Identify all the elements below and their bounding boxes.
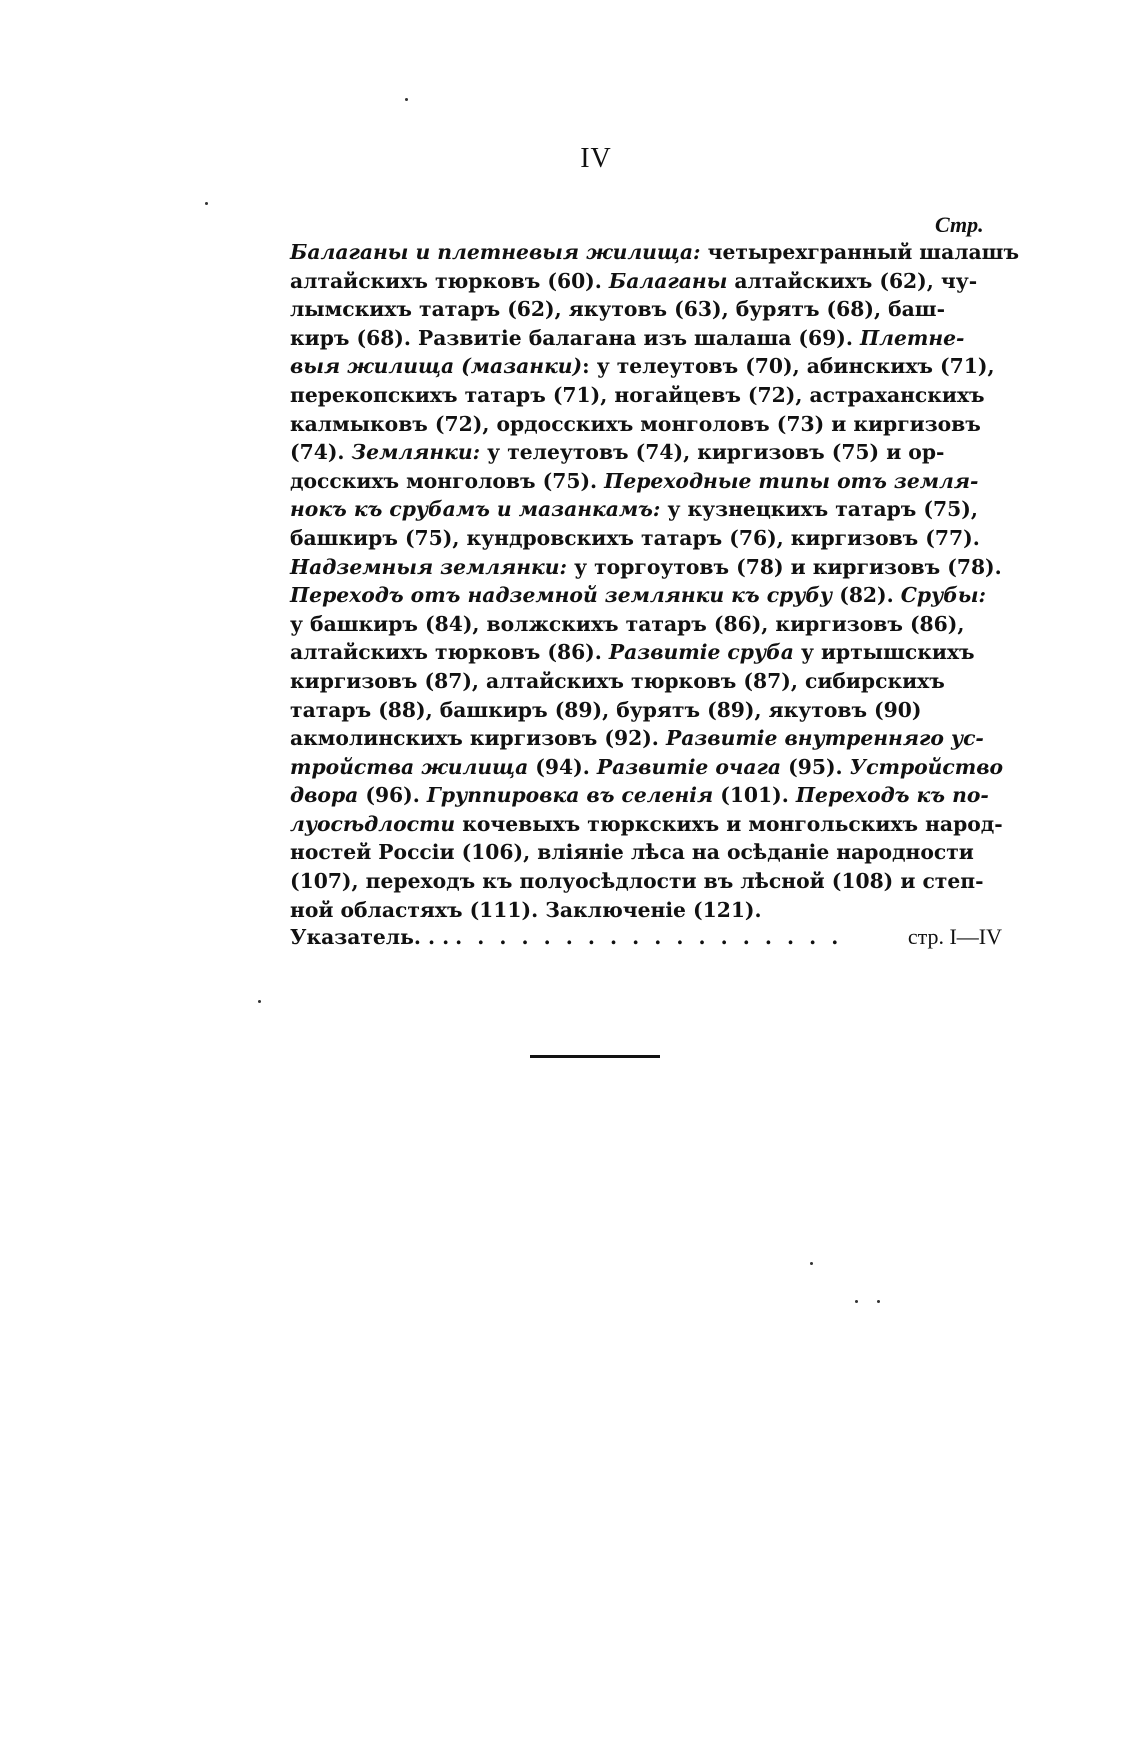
toc-line — [290, 667, 945, 696]
entry-text: у торгоутовъ (78) и киргизовъ (78). — [567, 554, 1002, 579]
entry-text: у иртышскихъ — [793, 640, 975, 665]
section-divider-rule — [530, 1055, 660, 1058]
section-heading-italic: Плетне- — [859, 325, 965, 350]
entry-text: акмолинскихъ киргизовъ (92). — [290, 726, 666, 751]
section-heading-italic: Развитіе сруба — [608, 640, 794, 665]
toc-line — [290, 438, 945, 467]
entry-text: (96). — [358, 783, 427, 808]
entry-text: досскихъ монголовъ (75). — [290, 468, 605, 493]
toc-line — [290, 638, 975, 667]
page-number: IV — [580, 143, 612, 174]
entry-text: лымскихъ татаръ (62), якутовъ (63), бурятъ (68), баш- — [290, 297, 945, 322]
entry-text: у кузнецкихъ татаръ (75), — [660, 497, 978, 522]
section-heading-italic: Переходные типы отъ земля- — [604, 468, 979, 493]
toc-line — [290, 810, 1003, 839]
entry-text: алтайскихъ тюрковъ (86). — [290, 640, 609, 665]
index-leader-dots: . . . . . . . . . . . . . . . . . . — [455, 925, 843, 949]
section-heading-italic: нокъ къ срубамъ и мазанкамъ: — [290, 497, 661, 522]
page-column-header: Стр. — [935, 212, 984, 237]
toc-line — [290, 238, 1020, 267]
section-heading-italic: тройства жилища — [290, 754, 529, 779]
entry-text: у телеутовъ (74), киргизовъ (75) и ор- — [480, 440, 945, 465]
toc-line — [290, 753, 1004, 782]
index-pages: стр. I—IV — [907, 924, 1002, 949]
scan-speck — [877, 1300, 880, 1303]
entry-text: (74). — [290, 440, 352, 465]
index-entry — [290, 924, 1002, 950]
toc-line — [290, 581, 986, 610]
toc-line — [290, 838, 974, 867]
entry-text: (95). — [781, 754, 850, 779]
toc-line — [290, 295, 945, 324]
entry-text: башкиръ (75), кундровскихъ татаръ (76), киргизовъ (77). — [290, 525, 980, 550]
section-heading-italic: Надземныя землянки: — [290, 554, 568, 579]
toc-line — [290, 610, 965, 639]
toc-line — [290, 495, 978, 524]
entry-text: перекопскихъ татаръ (71), ногайцевъ (72), астраханскихъ — [290, 382, 985, 407]
section-heading-italic: Балаганы — [608, 268, 728, 293]
toc-line — [290, 724, 984, 753]
scan-speck — [405, 98, 408, 101]
toc-line — [290, 867, 984, 896]
section-heading-italic: луосѣдлости — [290, 811, 456, 836]
section-heading-italic: Землянки: — [351, 440, 481, 465]
entry-text: киръ (68). Развитіе балагана изъ шалаша (69). — [290, 325, 860, 350]
section-heading-italic: Устройство — [849, 754, 1004, 779]
index-label: Указатель. . . — [290, 925, 450, 949]
entry-text: ной областяхъ (111). Заключеніе (121). — [290, 897, 762, 922]
scan-speck — [855, 1300, 858, 1303]
entry-text: татаръ (88), башкиръ (89), бурятъ (89), якутовъ (90) — [290, 697, 922, 722]
toc-line — [290, 410, 981, 439]
toc-line — [290, 324, 965, 353]
toc-line — [290, 896, 895, 925]
scan-speck — [205, 202, 208, 205]
toc-line — [290, 352, 995, 381]
toc-line — [290, 781, 989, 810]
section-heading-italic: Переходъ къ по- — [795, 783, 989, 808]
entry-text: кочевыхъ тюркскихъ и монгольскихъ народ- — [455, 811, 1003, 836]
toc-line — [290, 696, 922, 725]
entry-text: (82). — [832, 583, 901, 608]
toc-line — [290, 381, 985, 410]
toc-line — [290, 467, 979, 496]
section-heading-italic: Группировка въ селенія — [426, 783, 714, 808]
entry-text: (101). — [713, 783, 796, 808]
entry-text: (94). — [528, 754, 597, 779]
entry-text: : у телеутовъ (70), абинскихъ (71), — [582, 354, 995, 379]
entry-text: (107), переходъ къ полуосѣдлости въ лѣсной (108) и степ- — [290, 869, 984, 894]
section-heading-italic: Развитіе очага — [596, 754, 782, 779]
section-heading-italic: Срубы: — [900, 583, 986, 608]
section-heading-italic: двора — [290, 783, 359, 808]
entry-text: алтайскихъ (62), чу- — [727, 268, 978, 293]
section-heading-italic: Переходъ отъ надземной землянки къ срубу — [290, 583, 833, 608]
entry-text: калмыковъ (72), ордосскихъ монголовъ (73) и киргизовъ — [290, 411, 981, 436]
entry-text: четырехгранный шалашъ — [700, 240, 1020, 264]
toc-line — [290, 524, 980, 553]
scan-speck — [810, 1262, 813, 1265]
entry-text: киргизовъ (87), алтайскихъ тюрковъ (87), сибирскихъ — [290, 668, 945, 693]
entry-text: ностей Россіи (106), вліяніе лѣса на осѣданіе народности — [290, 840, 974, 865]
scan-speck — [258, 1000, 261, 1003]
entry-text: алтайскихъ тюрковъ (60). — [290, 268, 609, 293]
entry-text: у башкиръ (84), волжскихъ татаръ (86), киргизовъ (86), — [290, 611, 965, 636]
section-heading-italic: Развитіе внутренняго ус- — [665, 726, 984, 751]
toc-body-text — [290, 238, 1020, 924]
section-heading-italic: выя жилища (мазанки) — [290, 354, 583, 379]
toc-line — [290, 553, 1002, 582]
section-heading-italic: Балаганы и плетневыя жилища: — [290, 240, 701, 264]
toc-line — [290, 267, 978, 296]
